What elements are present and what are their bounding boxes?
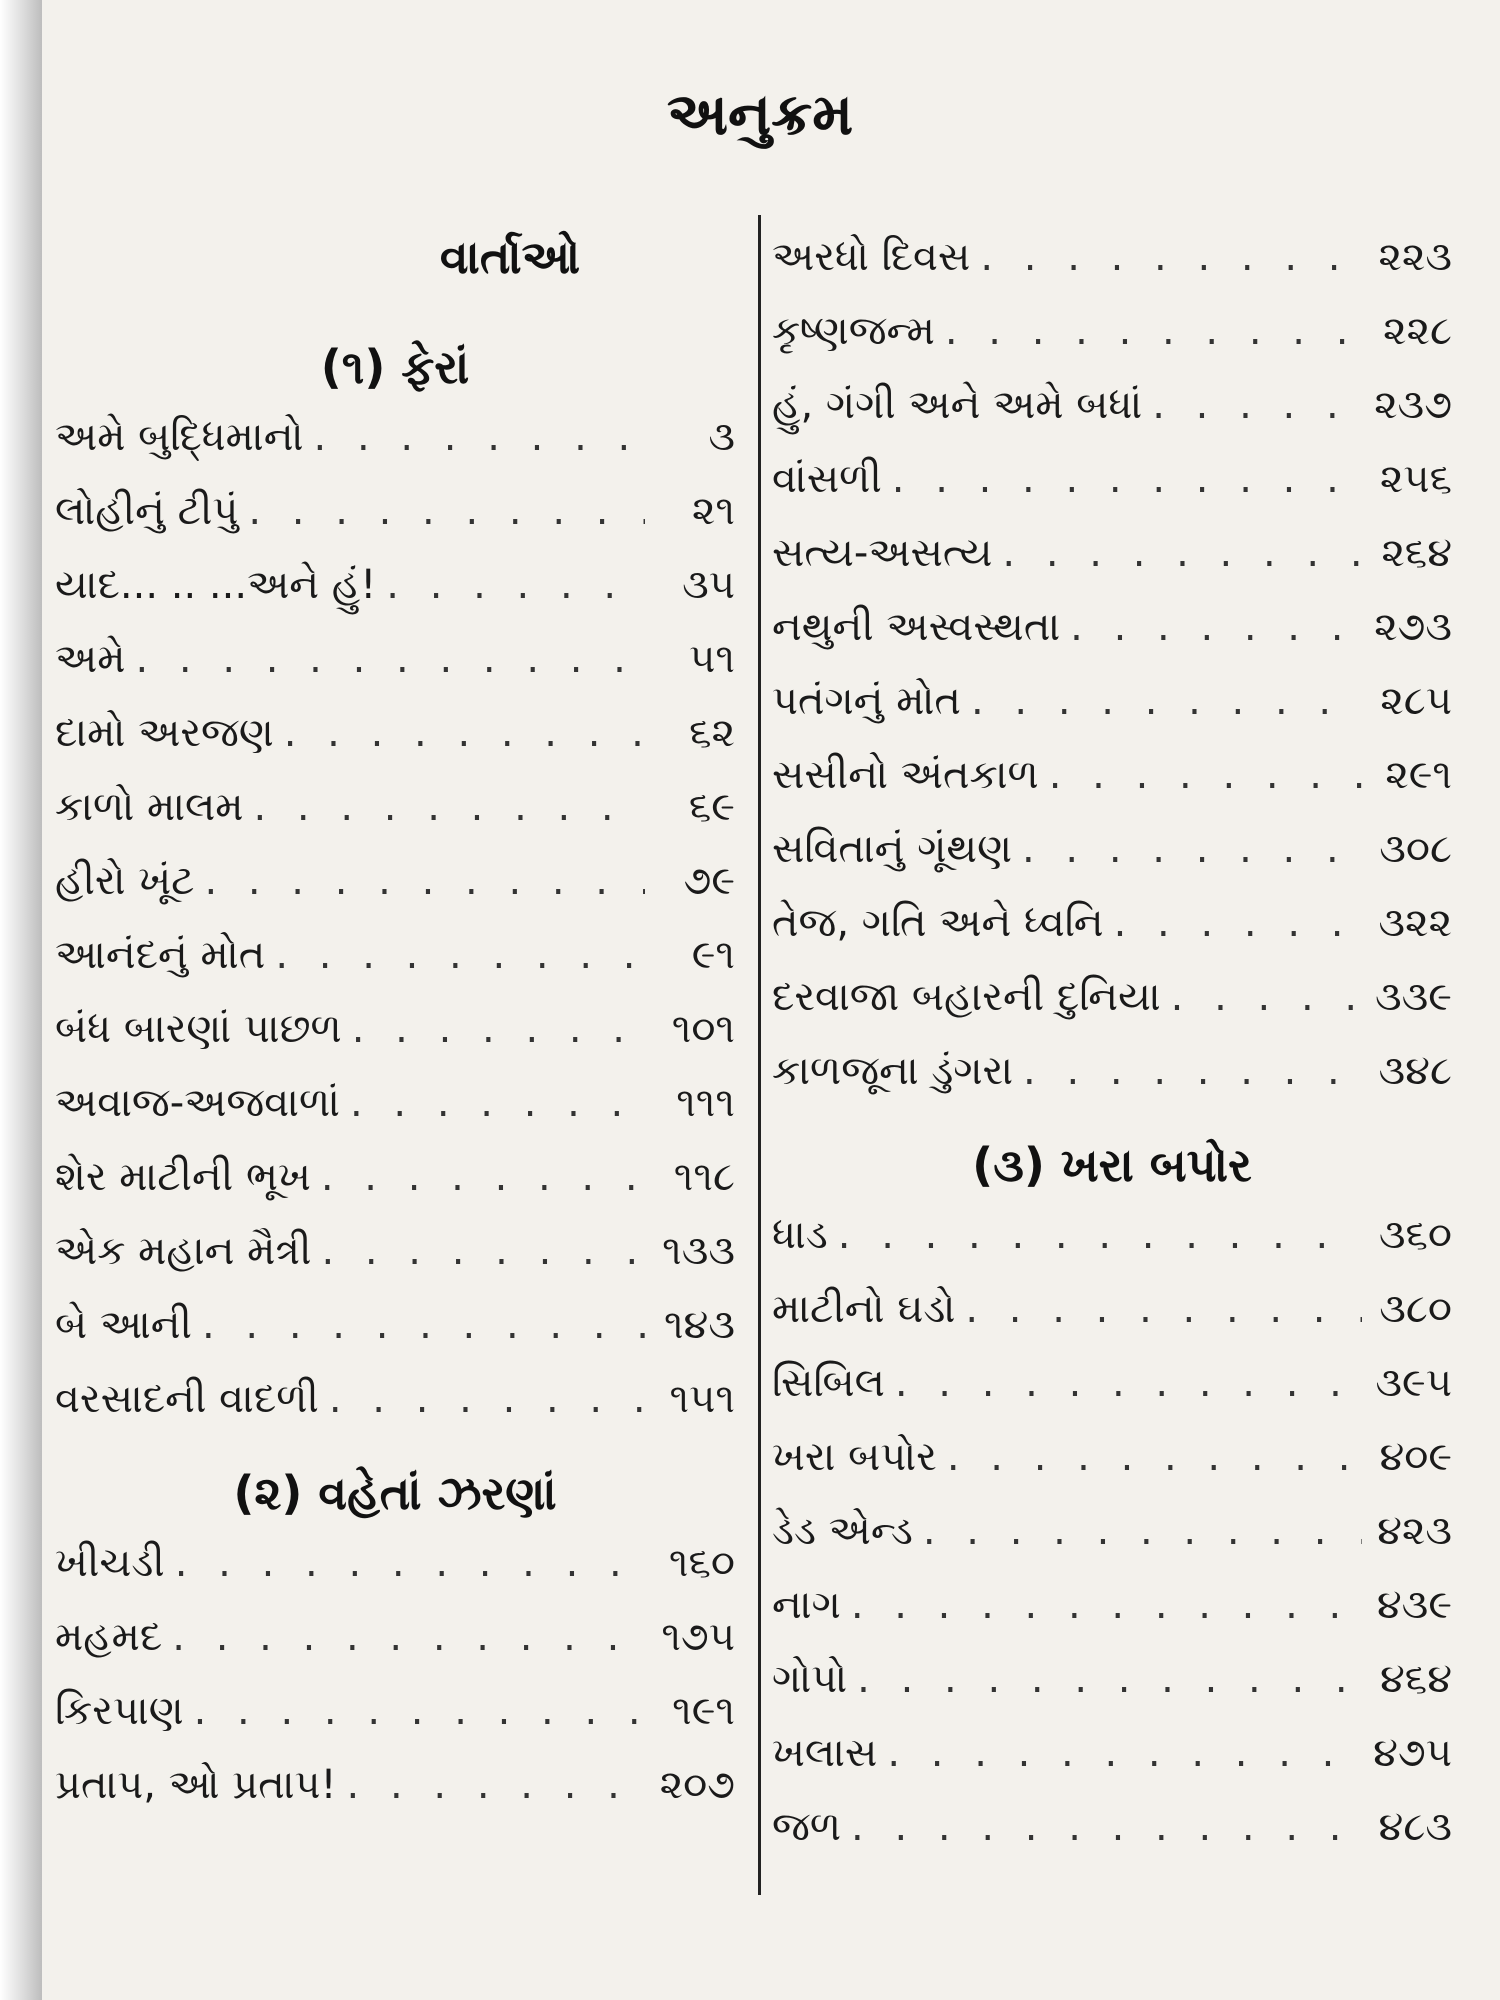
toc-entry-page-number: ૩ [708, 414, 735, 460]
toc-entry-title: કાળો માલમ [55, 784, 244, 830]
toc-entry [772, 1420, 1452, 1494]
dot-leader [321, 1140, 645, 1214]
toc-entry [55, 1674, 735, 1748]
toc-entry-title: લોહીનું ટીપું [55, 488, 239, 534]
dot-leader [321, 1214, 645, 1288]
toc-entry-title: નાગ [772, 1582, 841, 1628]
dot-leader [892, 442, 1362, 516]
toc-entry [772, 220, 1452, 294]
toc-entry [55, 1066, 735, 1140]
toc-entry-page-number: ૪૩૯ [1376, 1582, 1452, 1628]
toc-entry [772, 1716, 1452, 1790]
toc-entry-title: શેર માટીની ભૂખ [55, 1154, 311, 1200]
toc-entry [55, 474, 735, 548]
toc-entry-page-number: ૨૭૩ [1374, 604, 1452, 650]
toc-entry [55, 1748, 735, 1822]
dot-leader [329, 1362, 645, 1436]
toc-entry-page-number: ૬૨ [689, 710, 735, 756]
dot-leader [1023, 1034, 1362, 1108]
toc-list-group-1 [55, 400, 735, 1436]
toc-entry [772, 886, 1452, 960]
toc-entry-page-number: ૨૨૩ [1378, 234, 1452, 280]
toc-entry-page-number: ૬૯ [688, 784, 735, 830]
dot-leader [851, 1568, 1362, 1642]
toc-entry [55, 400, 735, 474]
toc-entry-title: દામો અરજણ [55, 710, 274, 756]
dot-leader [980, 220, 1362, 294]
toc-entry-title: પ્રતાપ, ઓ પ્રતાપ! [55, 1762, 337, 1808]
dot-leader [887, 1716, 1362, 1790]
dot-leader [352, 992, 645, 1066]
toc-entry [55, 548, 735, 622]
group-heading-1: (૧) ફેરાં [320, 340, 470, 394]
toc-entry [55, 1526, 735, 1600]
toc-entry-title: ખલાસ [772, 1730, 878, 1776]
toc-entry-page-number: ૧૩૩ [662, 1228, 735, 1274]
toc-entry-page-number: ૪૨૩ [1377, 1508, 1452, 1554]
toc-entry-title: આનંદનું મોત [55, 932, 266, 978]
dot-leader [895, 1346, 1362, 1420]
toc-entry [772, 1790, 1452, 1864]
dot-leader [923, 1494, 1362, 1568]
toc-entry-title: એક મહાન મૈત્રી [55, 1228, 312, 1274]
toc-entry [55, 770, 735, 844]
toc-entry [772, 590, 1452, 664]
toc-entry-page-number: ૧૪૩ [663, 1302, 735, 1348]
toc-entry-page-number: ૩૮૦ [1379, 1286, 1452, 1332]
toc-entry-page-number: ૧૧૮ [673, 1154, 735, 1200]
toc-entry-page-number: ૩૨૨ [1378, 900, 1452, 946]
dot-leader [172, 1600, 645, 1674]
dot-leader [347, 1748, 645, 1822]
toc-entry-title: ડેડ એન્ડ [772, 1508, 913, 1554]
toc-entry [55, 918, 735, 992]
toc-entry-title: સત્ય-અસત્ય [772, 530, 993, 576]
toc-entry-page-number: ૯૧ [691, 932, 735, 978]
toc-entry-page-number: ૪૮૩ [1378, 1804, 1452, 1850]
toc-entry [55, 1140, 735, 1214]
toc-entry [55, 696, 735, 770]
dot-leader [838, 1198, 1362, 1272]
toc-entry-page-number: ૧૫૧ [669, 1376, 735, 1422]
toc-list-group-3 [772, 1198, 1452, 1864]
toc-entry-page-number: ૧૭૫ [661, 1614, 735, 1660]
toc-entry-title: સિબિલ [772, 1360, 885, 1406]
page-title: અનુક્રમ [666, 80, 854, 148]
toc-entry-title: કાળજૂના ડુંગરા [772, 1048, 1014, 1094]
toc-entry [772, 812, 1452, 886]
toc-entry-title: અમે બુદ્ધિમાનો [55, 414, 304, 460]
toc-entry-page-number: ૨૧ [691, 488, 735, 534]
toc-entry [55, 622, 735, 696]
toc-entry-title: બંધ બારણાં પાછળ [55, 1006, 342, 1052]
toc-entry-title: જળ [772, 1804, 842, 1850]
toc-entry-page-number: ૨૮૫ [1380, 678, 1452, 724]
dot-leader [202, 1288, 645, 1362]
toc-entry [772, 294, 1452, 368]
toc-entry-page-number: ૩૦૮ [1379, 826, 1452, 872]
dot-leader [1022, 812, 1362, 886]
toc-entry [772, 1494, 1452, 1568]
toc-entry-title: ગોપો [772, 1656, 848, 1702]
toc-entry-title: ધાડ [772, 1212, 828, 1258]
toc-entry-title: માટીનો ઘડો [772, 1286, 956, 1332]
toc-entry [55, 1288, 735, 1362]
toc-entry-title: બે આની [55, 1302, 192, 1348]
dot-leader [284, 696, 645, 770]
toc-entry-title: કૃષ્ણજન્મ [772, 308, 935, 354]
toc-entry-page-number: ૧૦૧ [671, 1006, 735, 1052]
toc-entry [772, 368, 1452, 442]
left-column [55, 220, 735, 1822]
toc-entry [772, 960, 1452, 1034]
toc-entry-page-number: ૨૬૪ [1381, 530, 1452, 576]
toc-entry-page-number: ૨૩૭ [1374, 382, 1452, 428]
toc-entry-page-number: ૧૯૧ [672, 1688, 735, 1734]
toc-entry-title: સસીનો અંતકાળ [772, 752, 1039, 798]
toc-list-group-2-continued [772, 220, 1452, 1108]
toc-entry-title: મહમદ [55, 1614, 163, 1660]
dot-leader [1070, 590, 1362, 664]
dot-leader [1002, 516, 1362, 590]
toc-entry-title: તેજ, ગતિ અને ધ્વનિ [772, 900, 1104, 946]
toc-entry [55, 1362, 735, 1436]
scan-shadow-edge [0, 0, 42, 2000]
dot-leader [857, 1642, 1362, 1716]
group-heading-3: (૩) ખરા બપોર [972, 1138, 1252, 1192]
dot-leader [1114, 886, 1362, 960]
dot-leader [851, 1790, 1362, 1864]
toc-entry [55, 844, 735, 918]
toc-entry-title: અરધો દિવસ [772, 234, 971, 280]
dot-leader [965, 1272, 1362, 1346]
toc-entry-page-number: ૪૭૫ [1373, 1730, 1452, 1776]
toc-entry-title: અવાજ-અજવાળાં [55, 1080, 340, 1126]
dot-leader [1049, 738, 1362, 812]
toc-entry [55, 1214, 735, 1288]
toc-entry-title: હીરો ખૂંટ [55, 858, 195, 904]
toc-entry-title: વાંસળી [772, 456, 882, 502]
dot-leader [971, 664, 1362, 738]
toc-entry-title: નથુની અસ્વસ્થતા [772, 604, 1061, 650]
toc-entry-title: અમે [55, 636, 126, 682]
toc-entry-page-number: ૩૯૫ [1375, 1360, 1452, 1406]
dot-leader [945, 294, 1362, 368]
right-column [772, 220, 1452, 1864]
toc-entry [772, 1272, 1452, 1346]
dot-leader [275, 918, 645, 992]
toc-entry [772, 442, 1452, 516]
toc-entry-title: સવિતાનું ગૂંથણ [772, 826, 1012, 872]
toc-entry-page-number: ૧૬૦ [668, 1540, 735, 1586]
toc-entry-title: કિરપાણ [55, 1688, 184, 1734]
toc-entry [772, 1642, 1452, 1716]
dot-leader [175, 1526, 645, 1600]
column-divider [758, 215, 761, 1895]
dot-leader [135, 622, 645, 696]
toc-entry [772, 664, 1452, 738]
toc-entry-title: પતંગનું મોત [772, 678, 961, 724]
toc-entry-page-number: ૨૦૭ [659, 1762, 735, 1808]
dot-leader [947, 1420, 1362, 1494]
toc-entry-title: હું, ગંગી અને અમે બધાં [772, 382, 1143, 428]
toc-entry-page-number: ૫૧ [689, 636, 735, 682]
toc-entry-page-number: ૩૫ [682, 562, 735, 608]
toc-entry-title: દરવાજા બહારની દુનિયા [772, 974, 1161, 1020]
dot-leader [194, 1674, 645, 1748]
toc-entry-page-number: ૨૯૧ [1385, 752, 1452, 798]
toc-entry-title: ખરા બપોર [772, 1434, 937, 1480]
toc-entry-page-number: ૨૫૬ [1379, 456, 1452, 502]
toc-entry-page-number: ૪૦૯ [1379, 1434, 1452, 1480]
toc-entry [772, 1198, 1452, 1272]
toc-entry [772, 1346, 1452, 1420]
toc-entry-title: યાદ... .. ...અને હું! [55, 562, 377, 608]
dot-leader [314, 400, 645, 474]
toc-entry-page-number: ૭૯ [683, 858, 735, 904]
toc-entry-page-number: ૩૬૦ [1378, 1212, 1452, 1258]
toc-entry [772, 1034, 1452, 1108]
dot-leader [253, 770, 645, 844]
toc-entry [55, 992, 735, 1066]
toc-entry-page-number: ૪૬૪ [1380, 1656, 1452, 1702]
toc-entry [772, 516, 1452, 590]
section-heading: વાર્તાઓ [439, 230, 581, 284]
dot-leader [204, 844, 645, 918]
dot-leader [1152, 368, 1362, 442]
dot-leader [1171, 960, 1362, 1034]
dot-leader [350, 1066, 645, 1140]
toc-entry-title: ખીચડી [55, 1540, 165, 1586]
toc-entry-page-number: ૩૪૮ [1378, 1048, 1452, 1094]
toc-entry-page-number: ૨૨૮ [1383, 308, 1452, 354]
toc-entry-title: વરસાદની વાદળી [55, 1376, 319, 1422]
toc-entry [772, 1568, 1452, 1642]
toc-entry-page-number: ૩૩૯ [1375, 974, 1452, 1020]
dot-leader [248, 474, 645, 548]
toc-list-group-2 [55, 1526, 735, 1822]
dot-leader [386, 548, 645, 622]
toc-entry [55, 1600, 735, 1674]
toc-entry-page-number: ૧૧૧ [676, 1080, 735, 1126]
group-heading-2: (૨) વહેતાં ઝરણાં [233, 1466, 557, 1520]
toc-entry [772, 738, 1452, 812]
